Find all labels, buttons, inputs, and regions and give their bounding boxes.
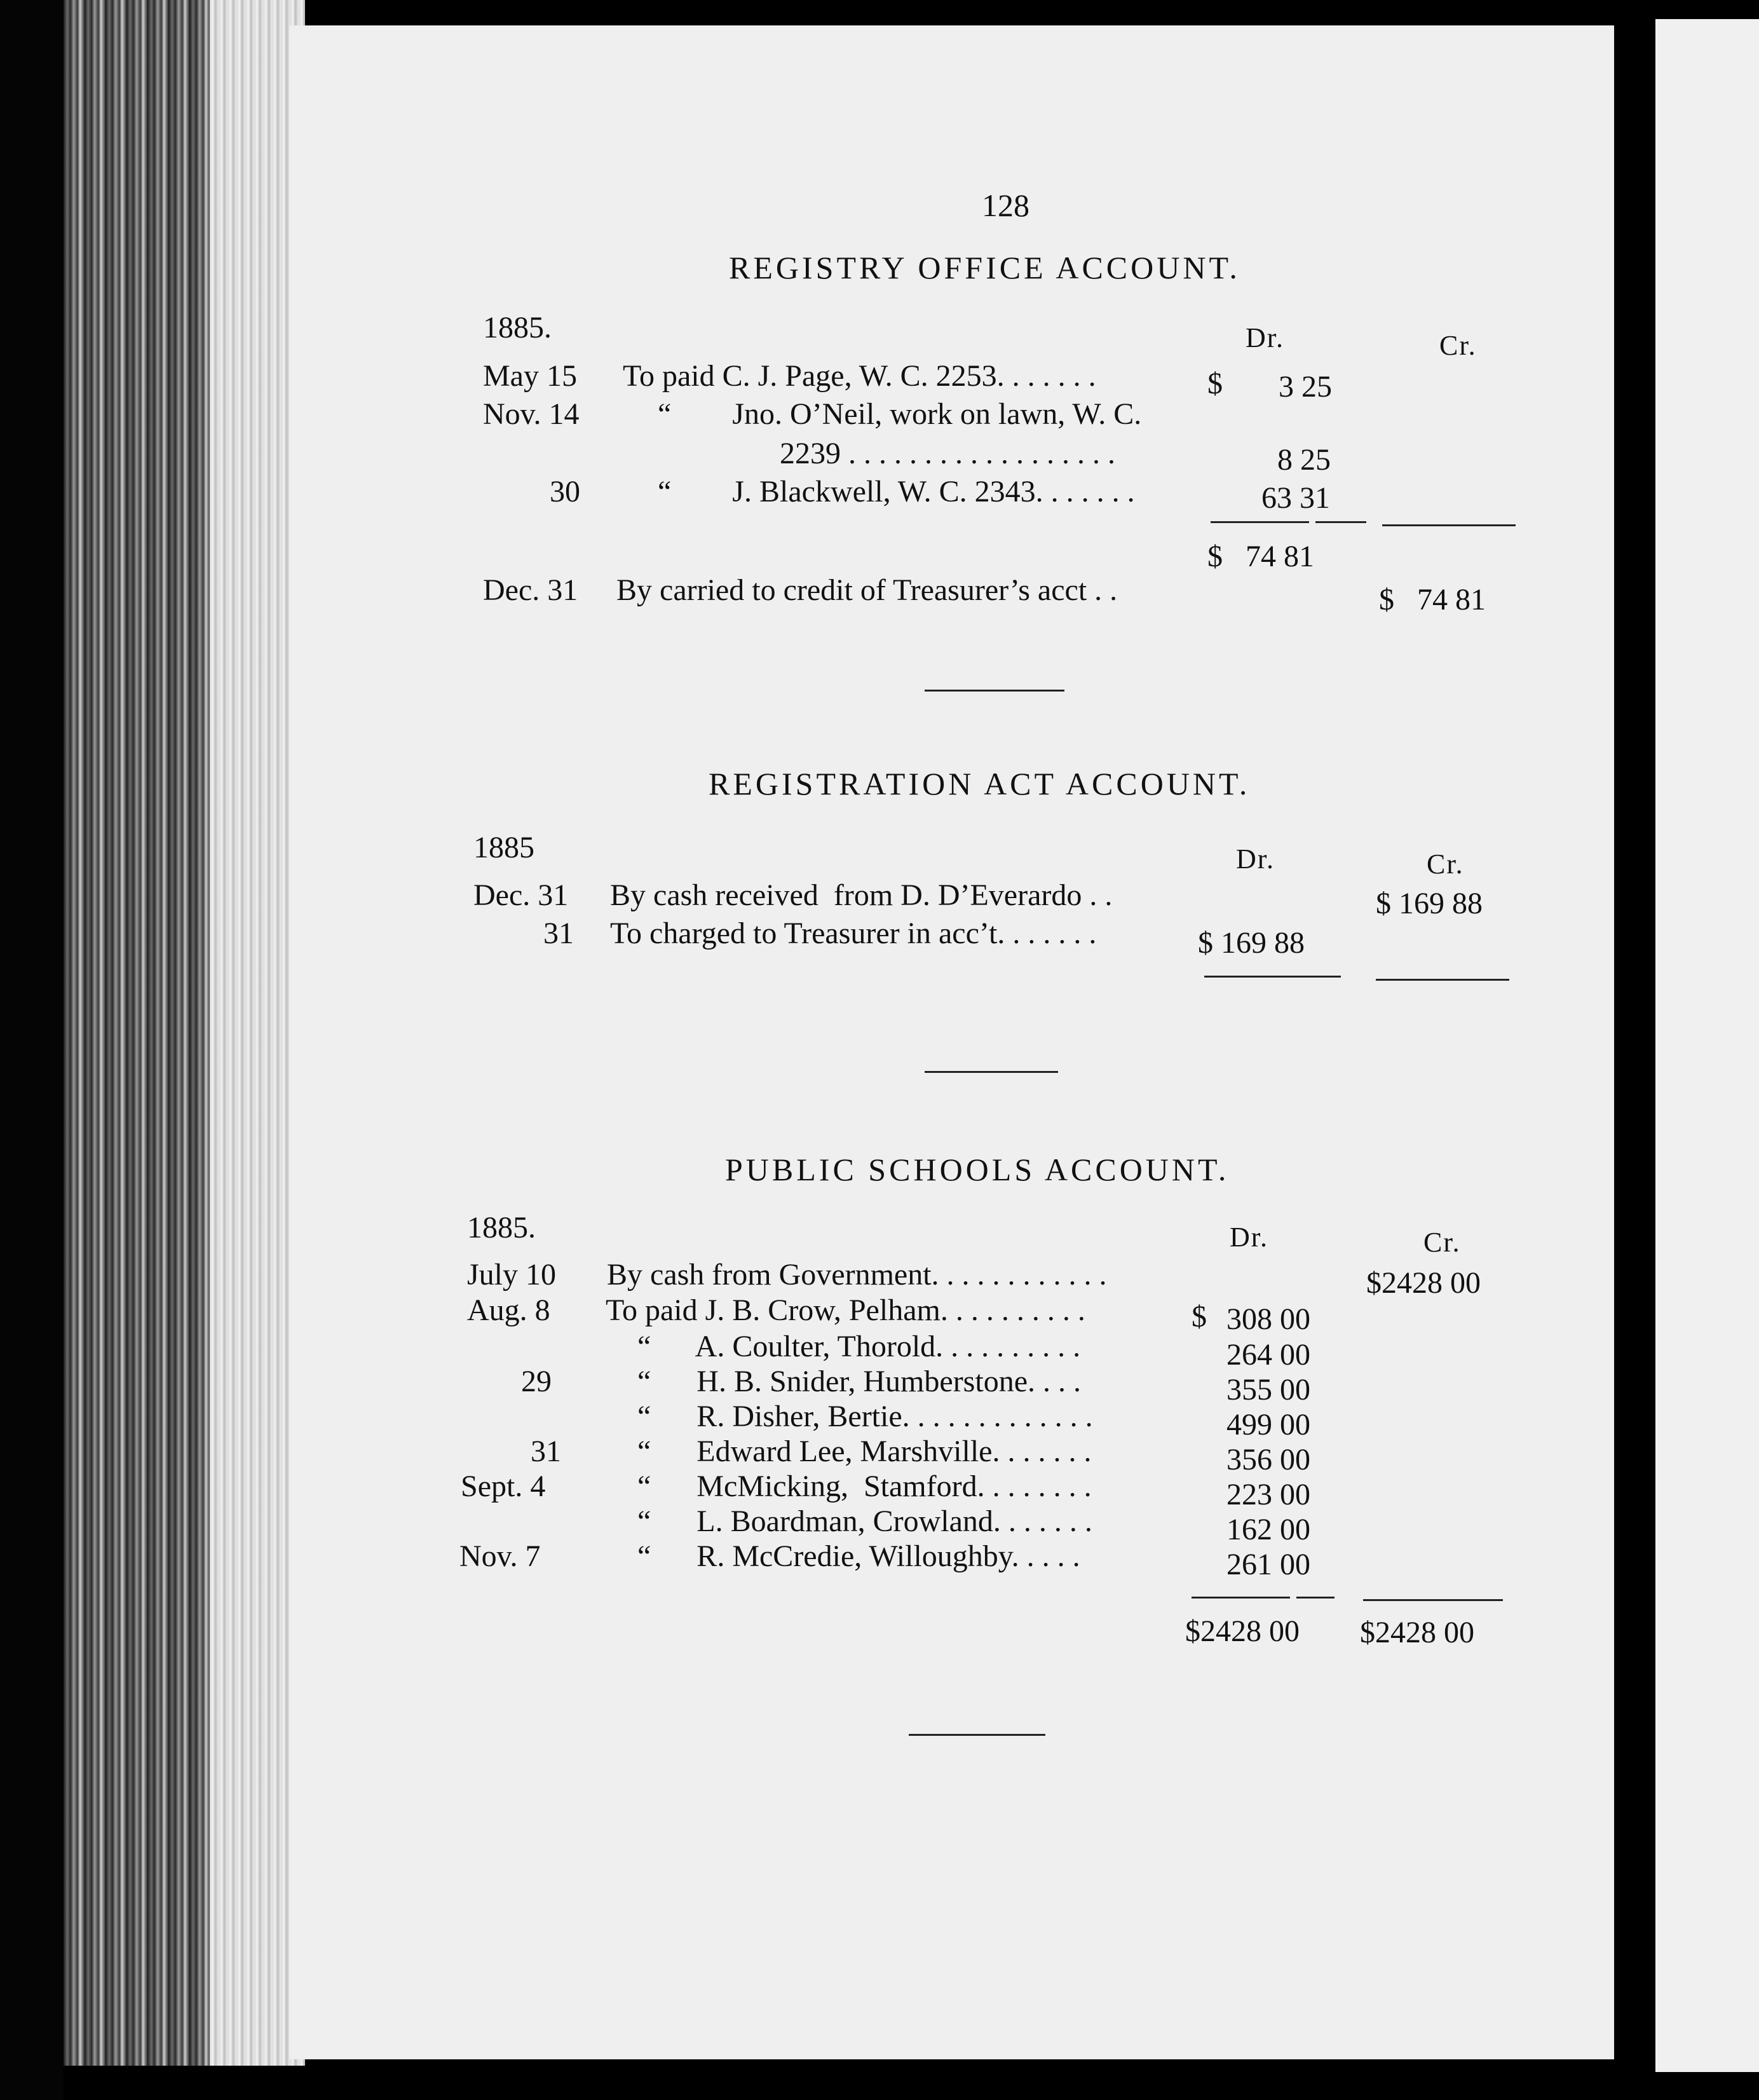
entry-description: “ R. McCredie, Willoughby. . . . .	[637, 1539, 1080, 1573]
entry-description: 2239 . . . . . . . . . . . . . . . . . .	[780, 437, 1115, 470]
entry-date: Nov. 14	[483, 397, 580, 431]
total-rule	[1376, 979, 1509, 981]
entry-description: By cash received from D. D’Everardo . .	[610, 878, 1113, 912]
entry-description: By cash from Government. . . . . . . . . . . .	[607, 1258, 1107, 1292]
dr-column-header: Dr.	[1230, 1222, 1268, 1253]
entry-amount: 264 00	[1226, 1338, 1310, 1372]
entry-date: Dec. 31	[473, 878, 569, 912]
entry-date: 30	[550, 475, 580, 508]
section-divider	[925, 1071, 1058, 1073]
entry-amount: 223 00	[1226, 1478, 1310, 1511]
entry-amount: 63 31	[1261, 481, 1330, 515]
entry-description: To charged to Treasurer in acc’t. . . . . . .	[610, 917, 1097, 950]
cr-amount: $ 169 88	[1376, 887, 1483, 920]
entry-description: “ Jno. O’Neil, work on lawn, W. C.	[658, 397, 1142, 431]
entry-description: To paid J. B. Crow, Pelham. . . . . . . . . .	[606, 1293, 1085, 1327]
section-title: REGISTRATION ACT ACCOUNT.	[709, 766, 1251, 801]
entry-description: “ R. Disher, Bertie. . . . . . . . . . . . .	[637, 1400, 1093, 1433]
dr-column-header: Dr.	[1246, 322, 1284, 353]
entry-date: Nov. 7	[459, 1539, 541, 1573]
entry-date: 31	[543, 917, 574, 950]
entry-date: Aug. 8	[467, 1293, 550, 1327]
book-spine	[0, 0, 64, 2100]
total-rule	[1204, 976, 1341, 978]
cr-column-header: Cr.	[1439, 330, 1477, 361]
entry-date: 31	[531, 1435, 561, 1468]
cr-column-header: Cr.	[1427, 849, 1464, 880]
entry-date: July 10	[467, 1258, 557, 1292]
dr-column-header: Dr.	[1236, 843, 1275, 875]
entry-date: Dec. 31	[483, 573, 578, 607]
dr-total: $ 74 81	[1207, 540, 1314, 573]
dr-total: $2428 00	[1185, 1614, 1300, 1648]
entry-description: “ A. Coulter, Thorold. . . . . . . . . .	[637, 1330, 1081, 1363]
entry-description: By carried to credit of Treasurer’s acct . .	[616, 573, 1118, 607]
entry-description: “ L. Boardman, Crowland. . . . . . .	[637, 1504, 1092, 1538]
cr-column-header: Cr.	[1423, 1227, 1461, 1258]
total-rule	[1192, 1597, 1290, 1599]
total-rule	[1363, 1599, 1503, 1601]
entry-description: “ McMicking, Stamford. . . . . . . .	[637, 1469, 1092, 1503]
gutter	[1614, 19, 1655, 2078]
dollar-sign: $	[1192, 1300, 1207, 1333]
page-number: 128	[982, 188, 1029, 223]
total-rule	[1296, 1597, 1335, 1599]
year-label: 1885	[473, 831, 534, 864]
dr-amount: $ 169 88	[1198, 926, 1305, 960]
total-rule	[1382, 524, 1516, 526]
entry-description: “ Edward Lee, Marshville. . . . . . .	[637, 1435, 1092, 1468]
entry-date: 29	[521, 1365, 552, 1398]
section-title: PUBLIC SCHOOLS ACCOUNT.	[725, 1152, 1230, 1187]
year-label: 1885.	[483, 311, 552, 344]
year-label: 1885.	[467, 1211, 536, 1244]
entry-amount: 308 00	[1226, 1302, 1310, 1336]
entry-amount: 355 00	[1226, 1373, 1310, 1407]
dollar-sign: $	[1207, 367, 1223, 400]
total-rule	[1315, 521, 1366, 523]
entry-description: To paid C. J. Page, W. C. 2253. . . . . . .	[623, 359, 1096, 393]
entry-amount: 8 25	[1277, 443, 1331, 477]
entry-amount: 356 00	[1226, 1443, 1310, 1476]
entry-date: May 15	[483, 359, 577, 393]
entry-amount: 499 00	[1226, 1408, 1310, 1442]
cr-total: $2428 00	[1360, 1616, 1474, 1649]
cr-amount: $ 74 81	[1379, 583, 1486, 617]
entry-date: Sept. 4	[461, 1469, 546, 1503]
entry-amount: 162 00	[1226, 1513, 1310, 1546]
facing-page	[1655, 19, 1759, 2072]
entry-amount: 3 25	[1279, 370, 1332, 404]
entry-description: “ J. Blackwell, W. C. 2343. . . . . . .	[658, 475, 1135, 508]
total-rule	[1211, 521, 1309, 523]
section-title: REGISTRY OFFICE ACCOUNT.	[729, 250, 1240, 285]
section-divider	[909, 1734, 1045, 1736]
ledger-page	[289, 25, 1614, 2059]
section-divider	[925, 690, 1064, 692]
entry-amount: 261 00	[1226, 1548, 1310, 1581]
entry-description: “ H. B. Snider, Humberstone. . . .	[637, 1365, 1081, 1398]
cr-amount: $2428 00	[1366, 1266, 1481, 1300]
